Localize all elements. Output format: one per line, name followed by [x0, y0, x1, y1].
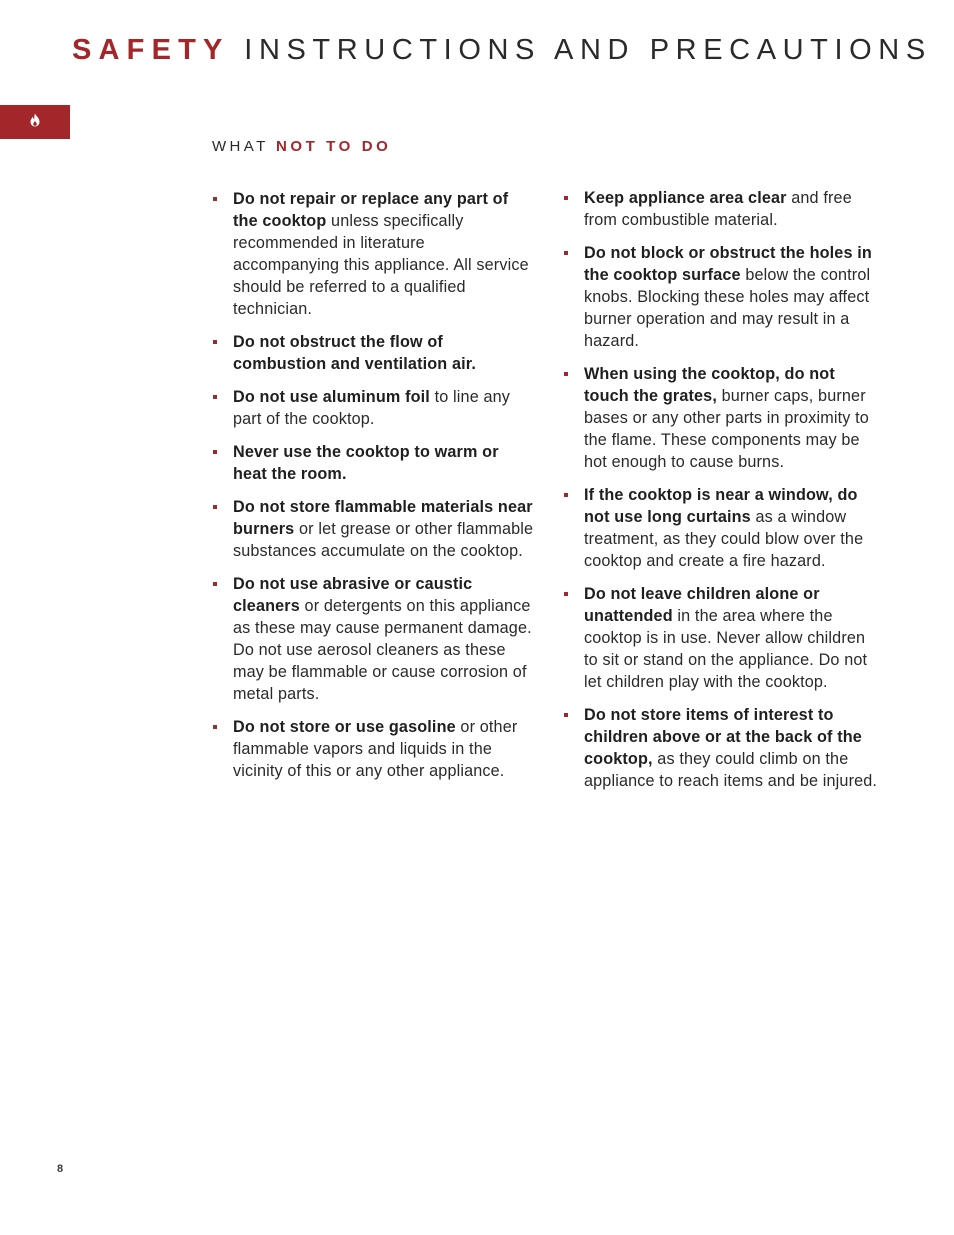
list-item — [212, 573, 534, 705]
bullet-marker — [564, 251, 568, 255]
item-text: as they could climb on the appliance to reach items and be injured. — [584, 750, 878, 790]
bullet-marker — [564, 196, 568, 200]
item-bold-text: Never use the cooktop to warm or heat the room. — [233, 443, 499, 483]
bullet-marker — [564, 713, 568, 717]
section-tab — [0, 105, 70, 139]
item-bold-text: When using the cooktop, do not touch the grates, — [584, 365, 835, 405]
list-item — [212, 716, 534, 782]
list-item — [212, 441, 534, 485]
list-item — [212, 188, 534, 320]
item-text: or detergents on this appliance as these may cause permanent damage. Do not use aerosol cleaners as these may be flammable or cause corrosion of metal parts. — [233, 597, 532, 703]
left-instruction-list — [212, 188, 534, 793]
page-number: 8 — [57, 1163, 64, 1175]
title-accent: SAFETY — [72, 34, 230, 66]
item-text: burner caps, burner bases or any other parts in proximity to the flame. These components may be hot enough to cause burns. — [584, 387, 869, 471]
list-item — [563, 583, 883, 693]
bullet-marker — [213, 725, 217, 729]
item-bold-text: Do not repair or replace any part of the cooktop — [233, 190, 509, 230]
bullet-marker — [564, 493, 568, 497]
bullet-marker — [213, 197, 217, 201]
item-bold-text: Keep appliance area clear — [584, 189, 787, 207]
item-bold-text: Do not store items of interest to children above or at the back of the cooktop, — [584, 706, 862, 768]
list-item — [563, 363, 883, 473]
item-bold-text: Do not block or obstruct the holes in the cooktop surface — [584, 244, 872, 284]
page-title — [72, 34, 932, 67]
bullet-marker — [213, 395, 217, 399]
heading-accent: NOT TO DO — [275, 138, 392, 155]
bullet-marker — [213, 582, 217, 586]
bullet-marker — [213, 505, 217, 509]
item-text: or let grease or other flammable substances accumulate on the cooktop. — [233, 520, 534, 560]
item-text: unless specifically recommended in literature accompanying this appliance. All service should be referred to a qualified technician. — [233, 212, 529, 318]
bullet-marker — [213, 340, 217, 344]
list-item — [563, 484, 883, 572]
list-item — [563, 187, 883, 231]
item-text: to line any part of the cooktop. — [233, 388, 511, 428]
bullet-marker — [564, 592, 568, 596]
flame-icon — [29, 113, 41, 132]
right-instruction-list — [563, 187, 883, 803]
item-bold-text: Do not store or use gasoline — [233, 718, 456, 736]
list-item — [563, 242, 883, 352]
item-bold-text: Do not use abrasive or caustic cleaners — [233, 575, 473, 615]
item-bold-text: If the cooktop is near a window, do not use long curtains — [584, 486, 858, 526]
list-item — [563, 704, 883, 792]
list-item — [212, 386, 534, 430]
list-item — [212, 331, 534, 375]
bullet-marker — [564, 372, 568, 376]
item-text: in the area where the cooktop is in use. Never allow children to sit or stand on the appliance. Do not let children play with the cooktop. — [584, 607, 868, 691]
item-bold-text: Do not use aluminum foil — [233, 388, 430, 406]
list-item — [212, 496, 534, 562]
item-text: and free from combustible material. — [584, 189, 852, 229]
title-rest: INSTRUCTIONS AND PRECAUTIONS — [244, 34, 932, 66]
item-text: below the control knobs. Blocking these holes may affect burner operation and may result in a hazard. — [584, 266, 871, 350]
item-bold-text: Do not leave children alone or unattended — [584, 585, 820, 625]
heading-prefix: WHAT — [212, 138, 269, 155]
bullet-marker — [213, 450, 217, 454]
item-text: or other flammable vapors and liquids in the vicinity of this or any other appliance. — [233, 718, 518, 780]
item-bold-text: Do not store flammable materials near burners — [233, 498, 533, 538]
item-bold-text: Do not obstruct the flow of combustion and ventilation air. — [233, 333, 476, 373]
section-heading — [212, 138, 391, 155]
item-text: as a window treatment, as they could blow over the cooktop and create a fire hazard. — [584, 508, 864, 570]
